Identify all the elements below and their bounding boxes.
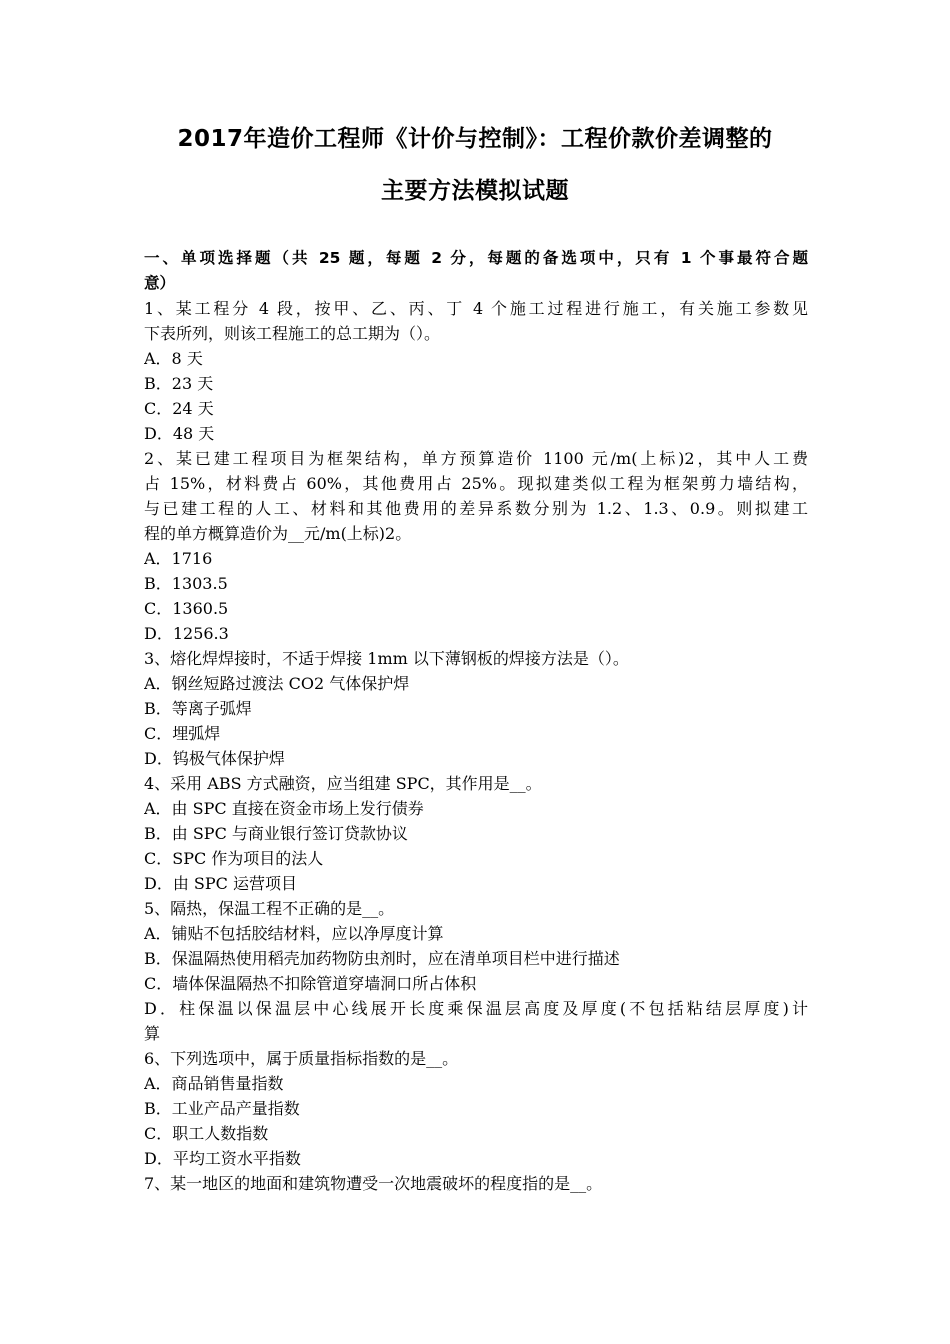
- document-body: [144, 246, 808, 1196]
- question-option: C．SPC 作为项目的法人: [144, 849, 324, 868]
- document-title-line-2: 主要方法模拟试题: [381, 178, 569, 204]
- question-option: B．由 SPC 与商业银行签订贷款协议: [144, 824, 408, 843]
- question-option: C．墙体保温隔热不扣除管道穿墙洞口所占体积: [144, 974, 477, 993]
- question-5: [144, 896, 808, 1046]
- question-7: [144, 1171, 808, 1196]
- question-option: D．柱保温以保温层中心线展开长度乘保温层高度及厚度(不包括粘结层厚度)计: [144, 999, 808, 1018]
- question-list: [144, 296, 808, 1196]
- question-stem-line: 5、隔热，保温工程不正确的是__。: [144, 899, 395, 918]
- question-stem-line: 1、某工程分 4 段，按甲、乙、丙、丁 4 个施工过程进行施工，有关施工参数见: [144, 299, 808, 318]
- question-stem-line: 6、下列选项中，属于质量指标指数的是__。: [144, 1049, 459, 1068]
- question-stem-line: 占 15%，材料费占 60%，其他费用占 25%。现拟建类似工程为框架剪力墙结构，: [144, 474, 808, 493]
- question-stem-line: 7、某一地区的地面和建筑物遭受一次地震破坏的程度指的是__。: [144, 1174, 603, 1193]
- question-option: A．铺贴不包括胶结材料，应以净厚度计算: [144, 924, 444, 943]
- question-option: C．职工人数指数: [144, 1124, 269, 1143]
- question-option: A．8 天: [144, 349, 203, 368]
- question-option: 算: [144, 1024, 161, 1043]
- document-title-line-1: 2017年造价工程师《计价与控制》：工程价款价差调整的: [177, 126, 773, 152]
- question-stem-line: 程的单方概算造价为__元/m(上标)2。: [144, 524, 412, 543]
- question-option: D．由 SPC 运营项目: [144, 874, 297, 893]
- section-heading-line-2: 意）: [144, 274, 176, 292]
- question-1: [144, 296, 808, 446]
- question-option: D．1256.3: [144, 624, 229, 643]
- question-2: [144, 446, 808, 646]
- question-option: C．24 天: [144, 399, 214, 418]
- question-stem-line: 与已建工程的人工、材料和其他费用的差异系数分别为 1.2、1.3、0.9。则拟建工: [144, 499, 808, 518]
- question-option: A．钢丝短路过渡法 CO2 气体保护焊: [144, 674, 410, 693]
- question-option: D．钨极气体保护焊: [144, 749, 285, 768]
- question-option: B．工业产品产量指数: [144, 1099, 300, 1118]
- section-heading-line-1: 一、单项选择题（共 25 题，每题 2 分，每题的备选项中，只有 1 个事最符合题: [144, 249, 808, 267]
- question-option: A．商品销售量指数: [144, 1074, 284, 1093]
- question-3: [144, 646, 808, 771]
- question-option: D．48 天: [144, 424, 215, 443]
- question-stem-line: 2、某已建工程项目为框架结构，单方预算造价 1100 元/m(上标)2，其中人工费: [144, 449, 808, 468]
- question-stem-line: 下表所列，则该工程施工的总工期为（）。: [144, 324, 441, 343]
- question-stem-line: 3、熔化焊焊接时，不适于焊接 1mm 以下薄钢板的焊接方法是（）。: [144, 649, 629, 668]
- question-option: D．平均工资水平指数: [144, 1149, 301, 1168]
- question-option: C．埋弧焊: [144, 724, 221, 743]
- question-option: C．1360.5: [144, 599, 229, 618]
- question-option: B．23 天: [144, 374, 214, 393]
- question-stem-line: 4、采用 ABS 方式融资，应当组建 SPC，其作用是__。: [144, 774, 542, 793]
- question-4: [144, 771, 808, 896]
- question-option: A．1716: [144, 549, 213, 568]
- question-option: B．保温隔热使用稻壳加药物防虫剂时，应在清单项目栏中进行描述: [144, 949, 620, 968]
- question-option: B．1303.5: [144, 574, 228, 593]
- question-option: B．等离子弧焊: [144, 699, 252, 718]
- question-option: A．由 SPC 直接在资金市场上发行债券: [144, 799, 424, 818]
- question-6: [144, 1046, 808, 1171]
